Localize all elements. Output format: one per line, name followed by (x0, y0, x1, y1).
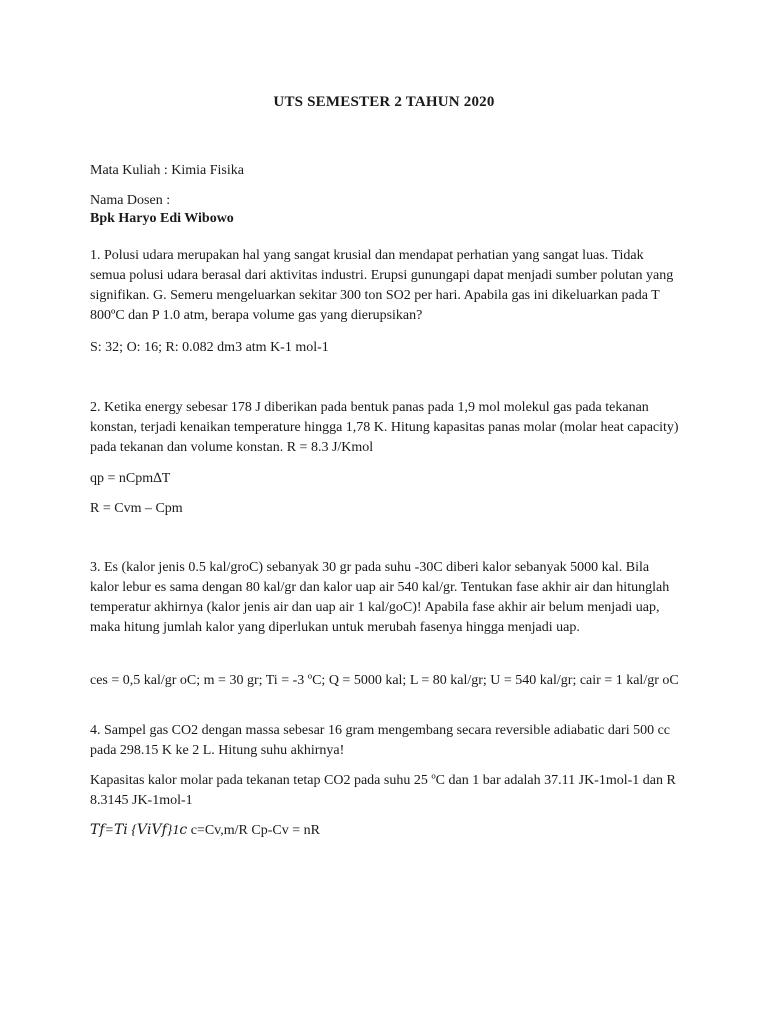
question-1-given: S: 32; O: 16; R: 0.082 dm3 atm K-1 mol-1 (90, 340, 329, 355)
question-4-formula-rest: c=Cv,m/R Cp-Cv = nR (187, 823, 320, 838)
question-4-formula-math: 𝑇𝑓=𝑇𝑖 {𝑉𝑖𝑉𝑓}1𝑐 (90, 823, 188, 838)
page-title: UTS SEMESTER 2 TAHUN 2020 (273, 94, 495, 110)
question-2-text: 2. Ketika energy sebesar 178 J diberikan pada bentuk panas pada 1,9 mol molekul gas pada tekanan konstan, terjadi kenaikan temperature hingga 1,78 K. Hitung kapasitas panas molar (molar heat capacity) pada tekanan dan volume konstan. R = 8.3 J/Kmol (90, 400, 679, 455)
question-2-formula-1: qp = nCpm∆T (90, 471, 171, 486)
question-3-text: 3. Es (kalor jenis 0.5 kal/groC) sebanyak 30 gr pada suhu -30C diberi kalor sebanyak 5000 kal. Bila kalor lebur es sama dengan 80 kal/gr dan kalor uap air 540 kal/gr. Tentukan fase akhir air dan hitunglah temperatur akhirnya (kalor jenis air dan uap air 1 kal/goC)! Apabila fase akhir air belum menjadi uap, maka hitung jumlah kalor yang diperlukan untuk merubah fasenya hingga menjadi uap. (90, 560, 670, 635)
question-1-text: 1. Polusi udara merupakan hal yang sangat krusial dan mendapat perhatian yang sangat luas. Tidak semua polusi udara berasal dari aktivitas industri. Erupsi gunungapi dapat menjadi sumber polutan yang signifikan. G. Semeru mengeluarkan sekitar 300 ton SO2 per hari. Apabila gas ini dikeluarkan pada T 800ºC dan P 1.0 atm, berapa volume gas yang dierupsikan? (90, 248, 674, 323)
question-4-text: 4. Sampel gas CO2 dengan massa sebesar 16 gram mengembang secara reversible adiabatic dari 500 cc pada 298.15 K ke 2 L. Hitung suhu akhirnya! (90, 723, 671, 758)
question-4-given: Kapasitas kalor molar pada tekanan tetap CO2 pada suhu 25 ºC dan 1 bar adalah 37.11 JK-1mol-1 dan R 8.3145 JK-1mol-1 (90, 773, 676, 808)
question-3-given: ces = 0,5 kal/gr oC; m = 30 gr; Ti = -3 ºC; Q = 5000 kal; L = 80 kal/gr; U = 540 kal/gr; cair = 1 kal/gr oC (90, 673, 679, 688)
course-line: Mata Kuliah : Kimia Fisika (90, 163, 244, 178)
lecturer-name: Bpk Haryo Edi Wibowo (90, 211, 234, 226)
lecturer-label: Nama Dosen : (90, 193, 171, 208)
question-4-formula (90, 821, 680, 841)
question-2-formula-2: R = Cvm – Cpm (90, 501, 183, 516)
